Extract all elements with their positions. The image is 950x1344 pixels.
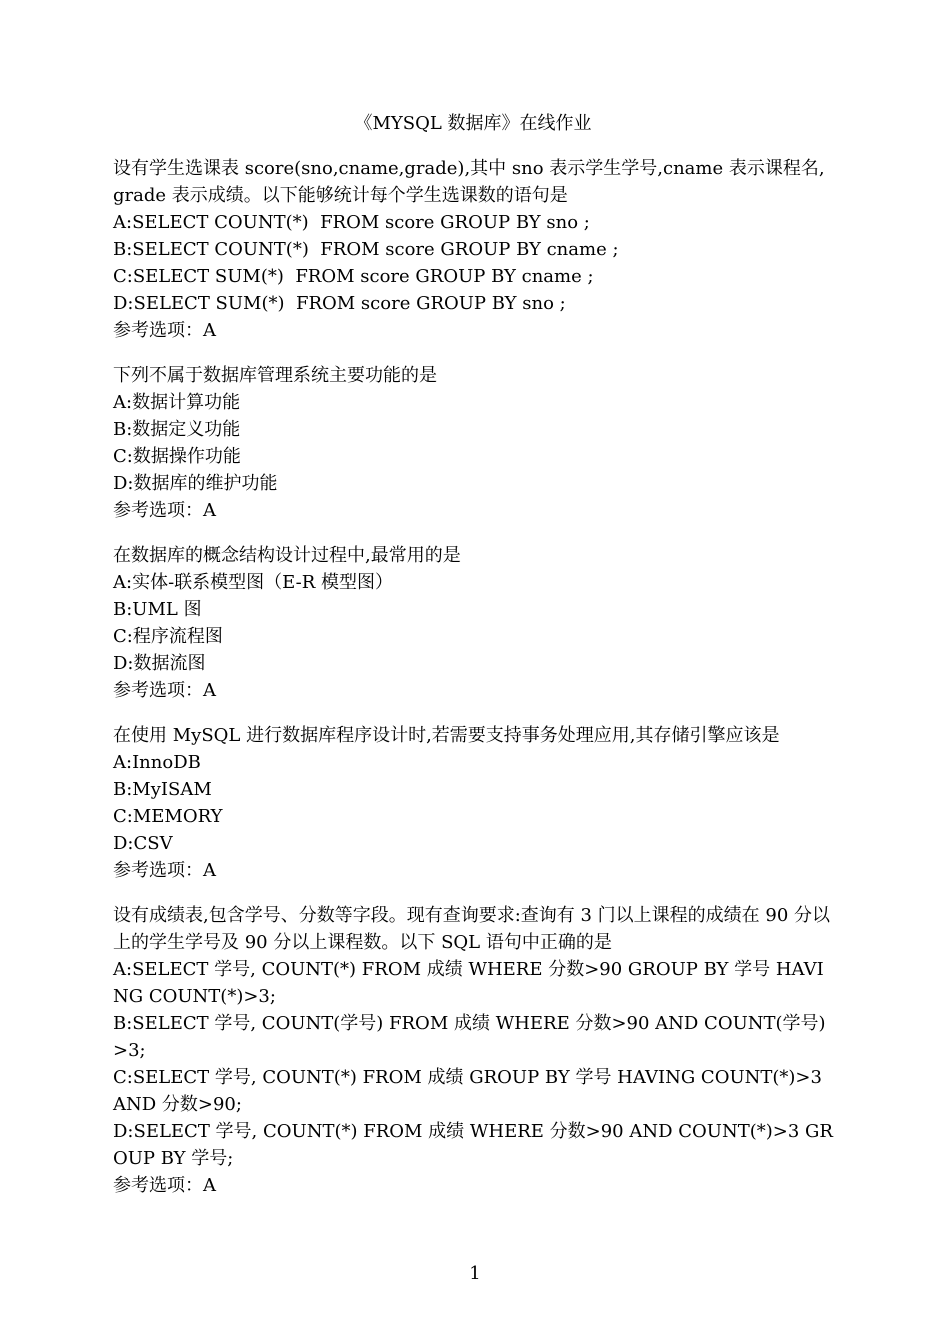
reference-answer: 参考选项：A xyxy=(113,500,216,521)
option-b: B:MyISAM xyxy=(113,779,212,800)
page-number: 1 xyxy=(469,1263,481,1284)
option-d: D:数据库的维护功能 xyxy=(113,473,278,494)
question-stem: 在数据库的概念结构设计过程中,最常用的是 xyxy=(113,545,461,566)
question-3 xyxy=(113,542,833,704)
option-c: C:程序流程图 xyxy=(113,626,223,647)
option-d: D:SELECT 学号, COUNT(*) FROM 成绩 WHERE 分数>90 AND COUNT(*)>3 GROUP BY 学号; xyxy=(113,1121,833,1169)
option-d: D:SELECT SUM(*) FROM score GROUP BY sno ; xyxy=(113,293,566,314)
question-stem: 下列不属于数据库管理系统主要功能的是 xyxy=(113,365,437,386)
option-c: C:SELECT 学号, COUNT(*) FROM 成绩 GROUP BY 学号 HAVING COUNT(*)>3 AND 分数>90; xyxy=(113,1067,828,1115)
question-stem: 设有学生选课表 score(sno,cname,grade),其中 sno 表示学生学号,cname 表示课程名,grade 表示成绩。以下能够统计每个学生选课数的语句是 xyxy=(113,158,825,206)
reference-answer: 参考选项：A xyxy=(113,680,216,701)
option-c: C:数据操作功能 xyxy=(113,446,241,467)
option-a: A:数据计算功能 xyxy=(113,392,241,413)
option-a: A:实体-联系模型图（E-R 模型图） xyxy=(113,572,393,593)
question-stem: 在使用 MySQL 进行数据库程序设计时,若需要支持事务处理应用,其存储引擎应该是 xyxy=(113,725,780,746)
document-title: 《MYSQL 数据库》在线作业 xyxy=(354,113,592,134)
option-c: C:MEMORY xyxy=(113,806,223,827)
reference-answer: 参考选项：A xyxy=(113,860,216,881)
reference-answer: 参考选项：A xyxy=(113,1175,216,1196)
question-4 xyxy=(113,722,833,884)
option-d: D:数据流图 xyxy=(113,653,206,674)
option-a: A:SELECT COUNT(*) FROM score GROUP BY sno ; xyxy=(113,212,590,233)
option-b: B:SELECT 学号, COUNT(学号) FROM 成绩 WHERE 分数>90 AND COUNT(学号)>3; xyxy=(113,1013,826,1061)
option-b: B:UML 图 xyxy=(113,599,202,620)
question-2 xyxy=(113,362,833,524)
question-5 xyxy=(113,902,833,1199)
reference-answer: 参考选项：A xyxy=(113,320,216,341)
option-a: A:SELECT 学号, COUNT(*) FROM 成绩 WHERE 分数>90 GROUP BY 学号 HAVING COUNT(*)>3; xyxy=(113,959,824,1007)
option-c: C:SELECT SUM(*) FROM score GROUP BY cname ; xyxy=(113,266,594,287)
question-1 xyxy=(113,155,833,344)
option-b: B:SELECT COUNT(*) FROM score GROUP BY cname ; xyxy=(113,239,619,260)
option-a: A:InnoDB xyxy=(113,752,201,773)
option-d: D:CSV xyxy=(113,833,173,854)
option-b: B:数据定义功能 xyxy=(113,419,241,440)
document-page xyxy=(113,110,833,1217)
question-stem: 设有成绩表,包含学号、分数等字段。现有查询要求:查询有 3 门以上课程的成绩在 90 分以上的学生学号及 90 分以上课程数。以下 SQL 语句中正确的是 xyxy=(113,905,831,953)
